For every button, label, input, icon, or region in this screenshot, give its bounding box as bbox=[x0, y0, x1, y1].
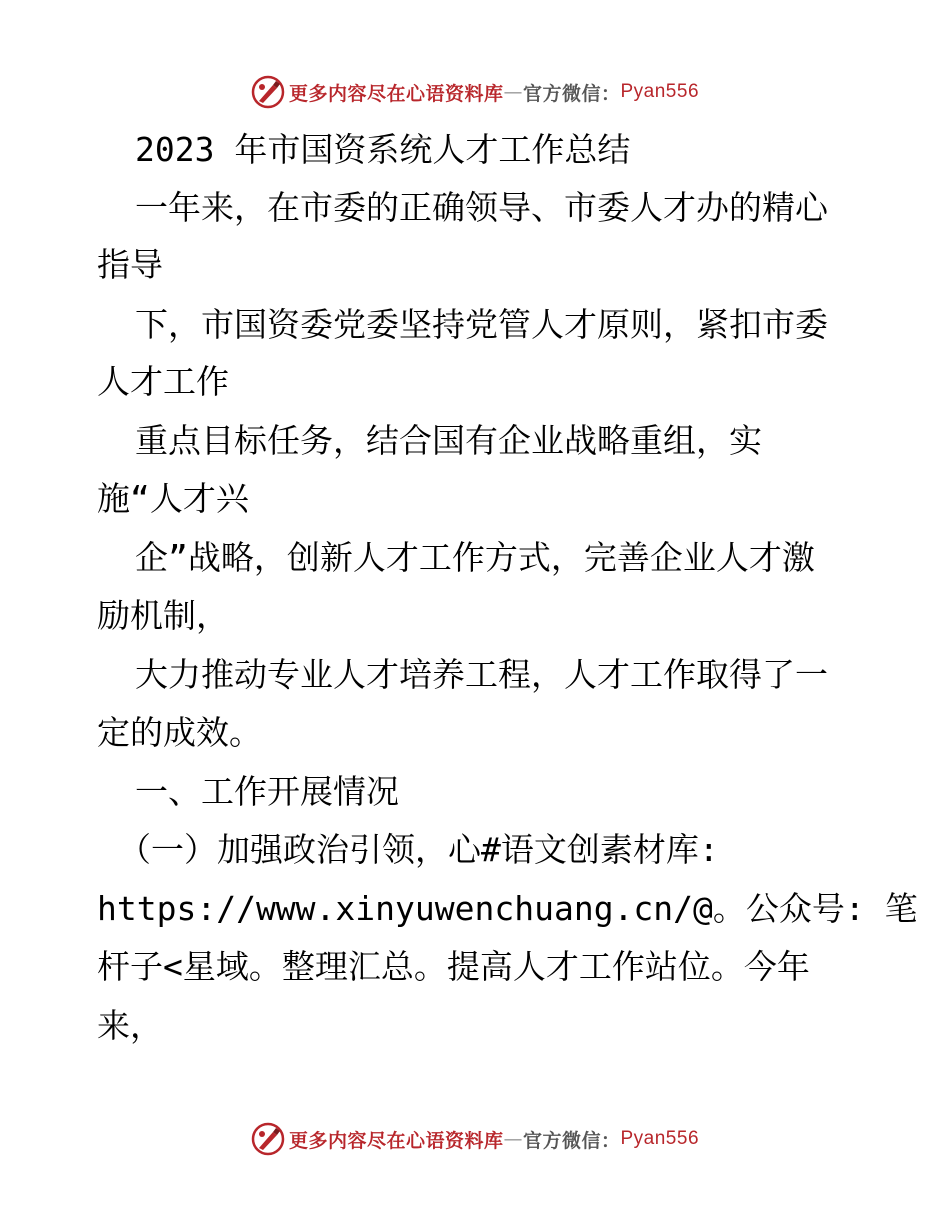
banner-wechat-label: 官方微信： bbox=[522, 82, 621, 105]
section-heading: 一、工作开展情况 bbox=[135, 772, 399, 811]
pen-logo-icon bbox=[251, 1122, 285, 1156]
header-watermark-banner bbox=[0, 72, 950, 112]
footer-watermark-banner bbox=[0, 1119, 950, 1159]
paragraph-line: 励机制， bbox=[97, 596, 229, 635]
paragraph-line: 杆子<星域。整理汇总。提高人才工作站位。今年 bbox=[97, 947, 810, 986]
banner-main-text: 更多内容尽在心语资料库 bbox=[288, 82, 504, 105]
subsection-heading: （一）加强政治引领，心#语文创素材库: bbox=[118, 830, 719, 869]
paragraph-line: 大力推动专业人才培养工程，人才工作取得了一 bbox=[135, 655, 828, 694]
banner-dash: — bbox=[503, 1128, 523, 1150]
paragraph-line: 来， bbox=[97, 1006, 163, 1045]
banner-wechat-label: 官方微信： bbox=[522, 1129, 621, 1152]
banner-wechat-id: Pyan556 bbox=[620, 1128, 700, 1149]
paragraph-line: 企”战略，创新人才工作方式，完善企业人才激 bbox=[135, 538, 815, 577]
paragraph-line: 指导 bbox=[97, 245, 163, 284]
pen-logo-icon bbox=[251, 75, 285, 109]
paragraph-line: 人才工作 bbox=[97, 362, 229, 401]
document-title: 2023 年市国资系统人才工作总结 bbox=[135, 130, 631, 169]
paragraph-line: 一年来，在市委的正确领导、市委人才办的精心 bbox=[135, 188, 828, 227]
banner-dash: — bbox=[503, 81, 523, 103]
paragraph-line: https://www.xinyuwenchuang.cn/@。公众号: 笔 bbox=[97, 889, 918, 928]
banner-main-text: 更多内容尽在心语资料库 bbox=[288, 1129, 504, 1152]
paragraph-line: 下，市国资委党委坚持党管人才原则，紧扣市委 bbox=[135, 305, 828, 344]
paragraph-line: 施“人才兴 bbox=[97, 479, 249, 518]
paragraph-line: 定的成效。 bbox=[97, 713, 262, 752]
banner-wechat-id: Pyan556 bbox=[620, 81, 700, 102]
paragraph-line: 重点目标任务，结合国有企业战略重组，实 bbox=[135, 421, 762, 460]
